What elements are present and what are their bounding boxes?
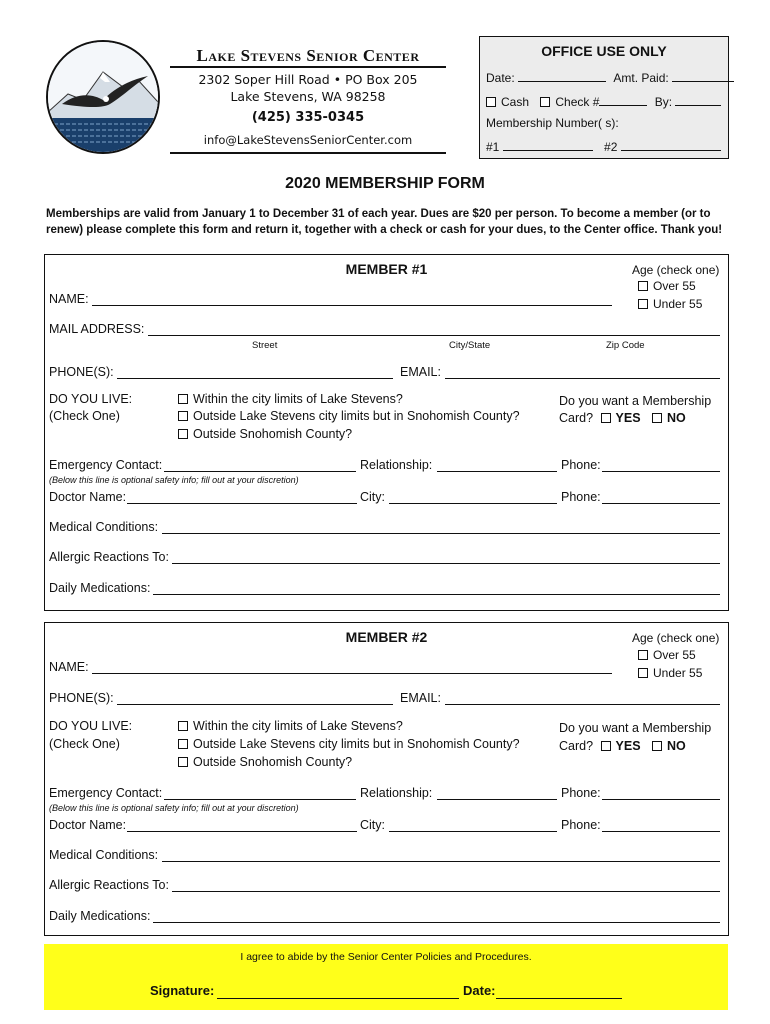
signature-field[interactable] bbox=[217, 998, 459, 999]
member1-live-opt2[interactable]: Outside Lake Stevens city limits but in Snohomish County? bbox=[178, 409, 520, 423]
member2-age-over[interactable]: Over 55 bbox=[638, 648, 696, 662]
eagle-mountain-lake-logo bbox=[46, 40, 160, 154]
member1-email-label: EMAIL: bbox=[400, 365, 441, 379]
member2-check-one: (Check One) bbox=[49, 737, 120, 751]
member2-live-opt3[interactable]: Outside Snohomish County? bbox=[178, 755, 352, 769]
member2-card-question: Do you want a Membership bbox=[559, 721, 712, 735]
member2-name-field[interactable] bbox=[92, 673, 612, 674]
member1-doctor-field[interactable] bbox=[127, 503, 357, 504]
member2-under55-checkbox[interactable] bbox=[638, 668, 648, 678]
member1-city-label: City: bbox=[360, 490, 385, 504]
num2-label: #2 bbox=[604, 140, 618, 154]
member1-check-one: (Check One) bbox=[49, 409, 120, 423]
membership-number-label: Membership Number( s): bbox=[486, 116, 619, 130]
member1-name-label: NAME: bbox=[49, 292, 89, 306]
check-checkbox[interactable] bbox=[540, 97, 550, 107]
org-name: Lake Stevens Senior Center bbox=[196, 46, 420, 65]
office-payment-row bbox=[486, 93, 721, 109]
member2-allergic-label: Allergic Reactions To: bbox=[49, 878, 169, 892]
org-email: info@LakeStevensSeniorCenter.com bbox=[203, 133, 413, 147]
member1-live-label: DO YOU LIVE: bbox=[49, 392, 133, 406]
signature-date-field[interactable] bbox=[496, 998, 622, 999]
member2-doctor-label: Doctor Name: bbox=[49, 818, 127, 832]
office-date-field[interactable] bbox=[518, 69, 606, 82]
member2-city-field[interactable] bbox=[389, 831, 557, 832]
member2-age-label: Age (check one) bbox=[632, 631, 720, 645]
num1-field[interactable] bbox=[503, 138, 593, 151]
member2-relationship-label: Relationship: bbox=[360, 786, 433, 800]
form-title: 2020 MEMBERSHIP FORM bbox=[285, 175, 485, 192]
member1-card-yes-checkbox[interactable] bbox=[601, 413, 611, 423]
member1-over55-checkbox[interactable] bbox=[638, 281, 648, 291]
member1-mail-field[interactable] bbox=[148, 335, 720, 336]
header-rule-top bbox=[170, 66, 446, 68]
signature-label: Signature: bbox=[150, 983, 215, 998]
member1-phone3-field[interactable] bbox=[602, 503, 720, 504]
member1-live-opt2-checkbox[interactable] bbox=[178, 411, 188, 421]
member2-relationship-field[interactable] bbox=[437, 799, 557, 800]
member1-relationship-field[interactable] bbox=[437, 471, 557, 472]
member2-card-row: Card? YES NO bbox=[559, 739, 686, 753]
member1-emergency-field[interactable] bbox=[164, 471, 356, 472]
member2-card-no-checkbox[interactable] bbox=[652, 741, 662, 751]
member1-phone2-field[interactable] bbox=[602, 471, 720, 472]
cash-label: Cash bbox=[501, 95, 530, 109]
member1-phone-label: PHONE(S): bbox=[49, 365, 114, 379]
member2-medical-field[interactable] bbox=[162, 861, 720, 862]
member1-relationship-label: Relationship: bbox=[360, 458, 433, 472]
check-number-field[interactable] bbox=[599, 93, 647, 106]
member2-age-under[interactable]: Under 55 bbox=[638, 666, 702, 680]
member1-card-yes-label: YES bbox=[615, 411, 641, 425]
by-field[interactable] bbox=[675, 93, 721, 106]
signature-date-label: Date: bbox=[463, 983, 496, 998]
member1-live-opt1-checkbox[interactable] bbox=[178, 394, 188, 404]
member1-name-field[interactable] bbox=[92, 305, 612, 306]
member1-age-label: Age (check one) bbox=[632, 263, 720, 277]
member2-city-label: City: bbox=[360, 818, 385, 832]
office-amt-label: Amt. Paid: bbox=[613, 71, 669, 85]
member2-phone-label: PHONE(S): bbox=[49, 691, 114, 705]
office-amt-field[interactable] bbox=[672, 69, 734, 82]
member1-card-no-label: NO bbox=[667, 411, 686, 425]
member1-card-row: Card? YES NO bbox=[559, 411, 686, 425]
org-address-line1: 2302 Soper Hill Road • PO Box 205 bbox=[198, 72, 418, 87]
member2-phone-field[interactable] bbox=[117, 704, 393, 705]
member1-phone2-label: Phone: bbox=[561, 458, 601, 472]
member2-email-field[interactable] bbox=[445, 704, 720, 705]
member2-phone2-label: Phone: bbox=[561, 786, 601, 800]
org-address-line2: Lake Stevens, WA 98258 bbox=[230, 89, 386, 104]
by-label: By: bbox=[654, 95, 673, 109]
member1-medical-label: Medical Conditions: bbox=[49, 520, 159, 534]
check-label: Check # bbox=[555, 95, 600, 109]
member2-live-opt2-checkbox[interactable] bbox=[178, 739, 188, 749]
member1-doctor-label: Doctor Name: bbox=[49, 490, 127, 504]
office-date-label: Date: bbox=[486, 71, 515, 85]
member2-doctor-field[interactable] bbox=[127, 831, 357, 832]
member2-section bbox=[44, 622, 729, 936]
member2-meds-field[interactable] bbox=[153, 922, 720, 923]
num2-field[interactable] bbox=[621, 138, 721, 151]
member1-card-question: Do you want a Membership bbox=[559, 394, 712, 408]
member2-optional-note: (Below this line is optional safety info; fill out at your discretion) bbox=[49, 803, 299, 813]
member1-allergic-label: Allergic Reactions To: bbox=[49, 550, 169, 564]
cash-checkbox[interactable] bbox=[486, 97, 496, 107]
member1-phone3-label: Phone: bbox=[561, 490, 601, 504]
member1-medical-field[interactable] bbox=[162, 533, 720, 534]
member2-meds-label: Daily Medications: bbox=[49, 909, 151, 923]
member1-allergic-field[interactable] bbox=[172, 563, 720, 564]
member2-medical-label: Medical Conditions: bbox=[49, 848, 159, 862]
member1-mail-label: MAIL ADDRESS: bbox=[49, 322, 145, 336]
office-date-row bbox=[486, 69, 734, 85]
member2-live-opt1-checkbox[interactable] bbox=[178, 721, 188, 731]
member2-live-opt2[interactable]: Outside Lake Stevens city limits but in Snohomish County? bbox=[178, 737, 520, 751]
form-intro: Memberships are valid from January 1 to December 31 of each year. Dues are $20 per person. To become a member (or to renew) please complete this form and return it, together with a check or cash for your dues, to the Center office. Thank you! bbox=[46, 208, 723, 236]
member2-title: MEMBER #2 bbox=[345, 629, 428, 645]
member2-over55-checkbox[interactable] bbox=[638, 650, 648, 660]
office-use-box bbox=[479, 36, 729, 159]
member2-phone2-field[interactable] bbox=[602, 799, 720, 800]
member2-phone3-label: Phone: bbox=[561, 818, 601, 832]
signature-band bbox=[44, 944, 728, 1010]
member1-title: MEMBER #1 bbox=[345, 261, 428, 277]
member2-emergency-field[interactable] bbox=[164, 799, 356, 800]
member1-age-under[interactable]: Under 55 bbox=[638, 297, 702, 311]
member1-email-field[interactable] bbox=[445, 378, 720, 379]
member1-under55-checkbox[interactable] bbox=[638, 299, 648, 309]
office-use-title: OFFICE USE ONLY bbox=[541, 43, 667, 59]
member2-live-label: DO YOU LIVE: bbox=[49, 719, 133, 733]
member1-section bbox=[44, 254, 729, 611]
member2-allergic-field[interactable] bbox=[172, 891, 720, 892]
member2-card-yes-label: YES bbox=[615, 739, 641, 753]
org-phone: (425) 335-0345 bbox=[251, 110, 365, 125]
member1-live-opt3-checkbox[interactable] bbox=[178, 429, 188, 439]
member2-phone3-field[interactable] bbox=[602, 831, 720, 832]
member2-card-yes-checkbox[interactable] bbox=[601, 741, 611, 751]
member2-live-opt1[interactable]: Within the city limits of Lake Stevens? bbox=[178, 719, 403, 733]
member2-emergency-label: Emergency Contact: bbox=[49, 786, 163, 800]
num1-label: #1 bbox=[486, 140, 500, 154]
member1-age-over[interactable]: Over 55 bbox=[638, 279, 696, 293]
header-rule-bottom bbox=[170, 152, 446, 154]
member1-card-no-checkbox[interactable] bbox=[652, 413, 662, 423]
member1-emergency-label: Emergency Contact: bbox=[49, 458, 163, 472]
member1-live-opt3[interactable]: Outside Snohomish County? bbox=[178, 427, 352, 441]
member1-live-opt1[interactable]: Within the city limits of Lake Stevens? bbox=[178, 392, 403, 406]
member2-name-label: NAME: bbox=[49, 660, 89, 674]
member2-card-no-label: NO bbox=[667, 739, 686, 753]
signature-agreement: I agree to abide by the Senior Center Policies and Procedures. bbox=[240, 951, 532, 963]
member1-optional-note: (Below this line is optional safety info; fill out at your discretion) bbox=[49, 475, 299, 485]
member1-phone-field[interactable] bbox=[117, 378, 393, 379]
member2-live-opt3-checkbox[interactable] bbox=[178, 757, 188, 767]
member1-meds-field[interactable] bbox=[153, 594, 720, 595]
member1-meds-label: Daily Medications: bbox=[49, 581, 151, 595]
membership-number-row bbox=[486, 138, 721, 154]
member1-city-field[interactable] bbox=[389, 503, 557, 504]
member2-email-label: EMAIL: bbox=[400, 691, 441, 705]
member1-street-label: Street bbox=[252, 340, 278, 351]
member1-zip-label: Zip Code bbox=[606, 340, 645, 351]
member1-citystate-label: City/State bbox=[449, 340, 491, 351]
